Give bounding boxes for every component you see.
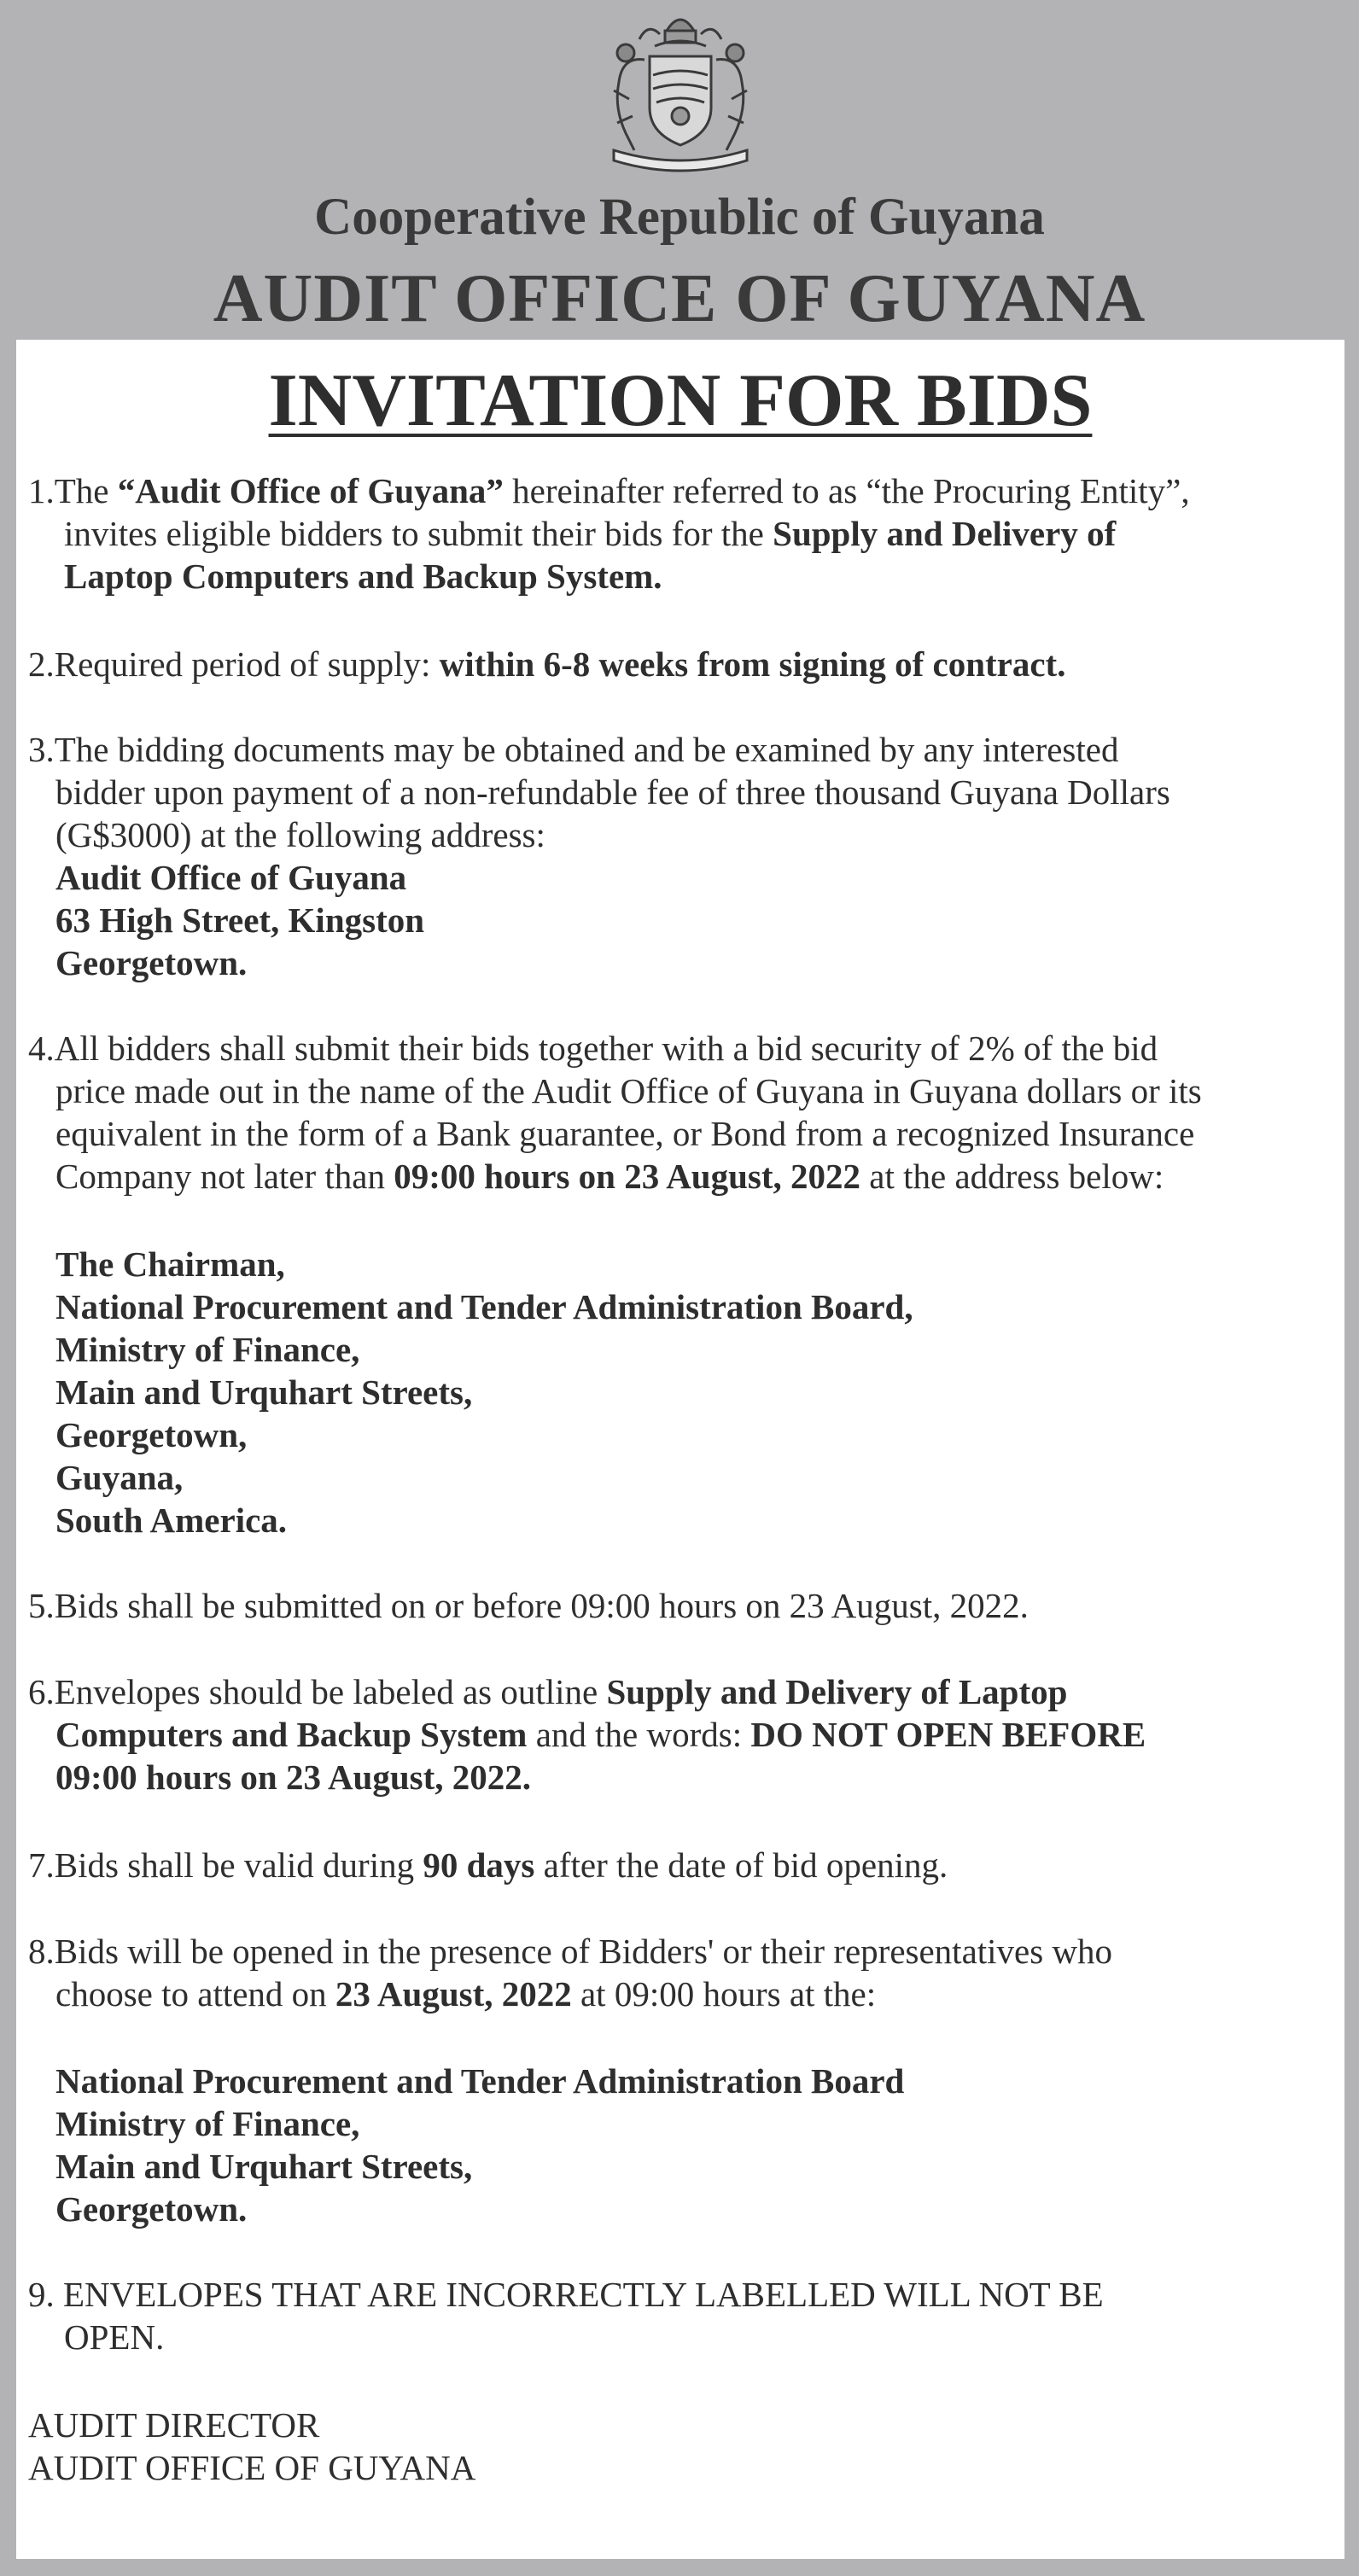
- item-3-address-line: 63 High Street, Kingston: [55, 900, 425, 940]
- item-3-line-2: bidder upon payment of a non-refundable fee of three thousand Guyana Dollars: [55, 772, 1170, 812]
- item-4-address-line: Georgetown,: [55, 1415, 248, 1454]
- item-8-line-1: 8.Bids will be opened in the presence of Bidders' or their representatives who: [28, 1932, 1113, 1971]
- item-4-address-line: South America.: [55, 1501, 288, 1540]
- item-4-line-4: Company not later than 09:00 hours on 23 August, 2022 at the address below:: [55, 1157, 1164, 1196]
- item-1-line-2: invites eligible bidders to submit their bids for the Supply and Delivery of: [64, 514, 1117, 553]
- signature-office: AUDIT OFFICE OF GUYANA: [28, 2448, 476, 2487]
- item-3-address-line: Georgetown.: [55, 943, 248, 982]
- item-6-line-1: 6.Envelopes should be labeled as outline Supply and Delivery of Laptop: [28, 1672, 1068, 1711]
- item-4-address-line: National Procurement and Tender Administration Board,: [55, 1287, 913, 1326]
- header-banner: [0, 0, 1359, 341]
- signature-title: AUDIT DIRECTOR: [28, 2405, 320, 2445]
- item-8-line-2: choose to attend on 23 August, 2022 at 09:00 hours at the:: [55, 1974, 877, 2014]
- item-4-line-3: equivalent in the form of a Bank guarantee, or Bond from a recognized Insurance: [55, 1114, 1195, 1153]
- country-name: Cooperative Republic of Guyana: [314, 189, 1045, 246]
- item-4-address-line: Ministry of Finance,: [55, 1330, 360, 1369]
- item-1-line-1: 1.The “Audit Office of Guyana” hereinafter referred to as “the Procuring Entity”,: [28, 471, 1190, 510]
- item-4-line-2: price made out in the name of the Audit Office of Guyana in Guyana dollars or its: [55, 1071, 1202, 1110]
- page-title: INVITATION FOR BIDS: [268, 359, 1093, 442]
- item-4-address-line: The Chairman,: [55, 1244, 285, 1284]
- bid-notice-panel: [16, 340, 1344, 2559]
- item-3-line-1: 3.The bidding documents may be obtained and be examined by any interested: [28, 730, 1119, 769]
- item-1-line-3: Laptop Computers and Backup System.: [64, 557, 662, 596]
- item-4-address-line: Main and Urquhart Streets,: [55, 1373, 473, 1412]
- item-2-line-1: 2.Required period of supply: within 6-8 weeks from signing of contract.: [28, 644, 1066, 684]
- item-8-address-line: Main and Urquhart Streets,: [55, 2147, 473, 2186]
- guyana-coat-of-arms-icon: [588, 5, 773, 180]
- item-5-line-1: 5.Bids shall be submitted on or before 09:00 hours on 23 August, 2022.: [28, 1586, 1029, 1625]
- item-7-line-1: 7.Bids shall be valid during 90 days after the date of bid opening.: [28, 1845, 948, 1885]
- item-9-line-1: 9. ENVELOPES THAT ARE INCORRECTLY LABELLED WILL NOT BE: [28, 2275, 1104, 2314]
- item-8-address-line: Georgetown.: [55, 2189, 248, 2229]
- item-8-address-line: National Procurement and Tender Administration Board: [55, 2061, 905, 2101]
- item-4-line-1: 4.All bidders shall submit their bids together with a bid security of 2% of the bid: [28, 1029, 1158, 1068]
- item-3-address-line: Audit Office of Guyana: [55, 858, 407, 897]
- item-4-address-line: Guyana,: [55, 1458, 184, 1497]
- item-3-line-3: (G$3000) at the following address:: [55, 815, 545, 854]
- office-name: AUDIT OFFICE OF GUYANA: [213, 261, 1146, 336]
- item-6-line-3: 09:00 hours on 23 August, 2022.: [55, 1757, 532, 1797]
- item-8-address-line: Ministry of Finance,: [55, 2104, 360, 2143]
- item-6-line-2: Computers and Backup System and the words: DO NOT OPEN BEFORE: [55, 1715, 1146, 1754]
- item-9-line-2: OPEN.: [64, 2317, 165, 2357]
